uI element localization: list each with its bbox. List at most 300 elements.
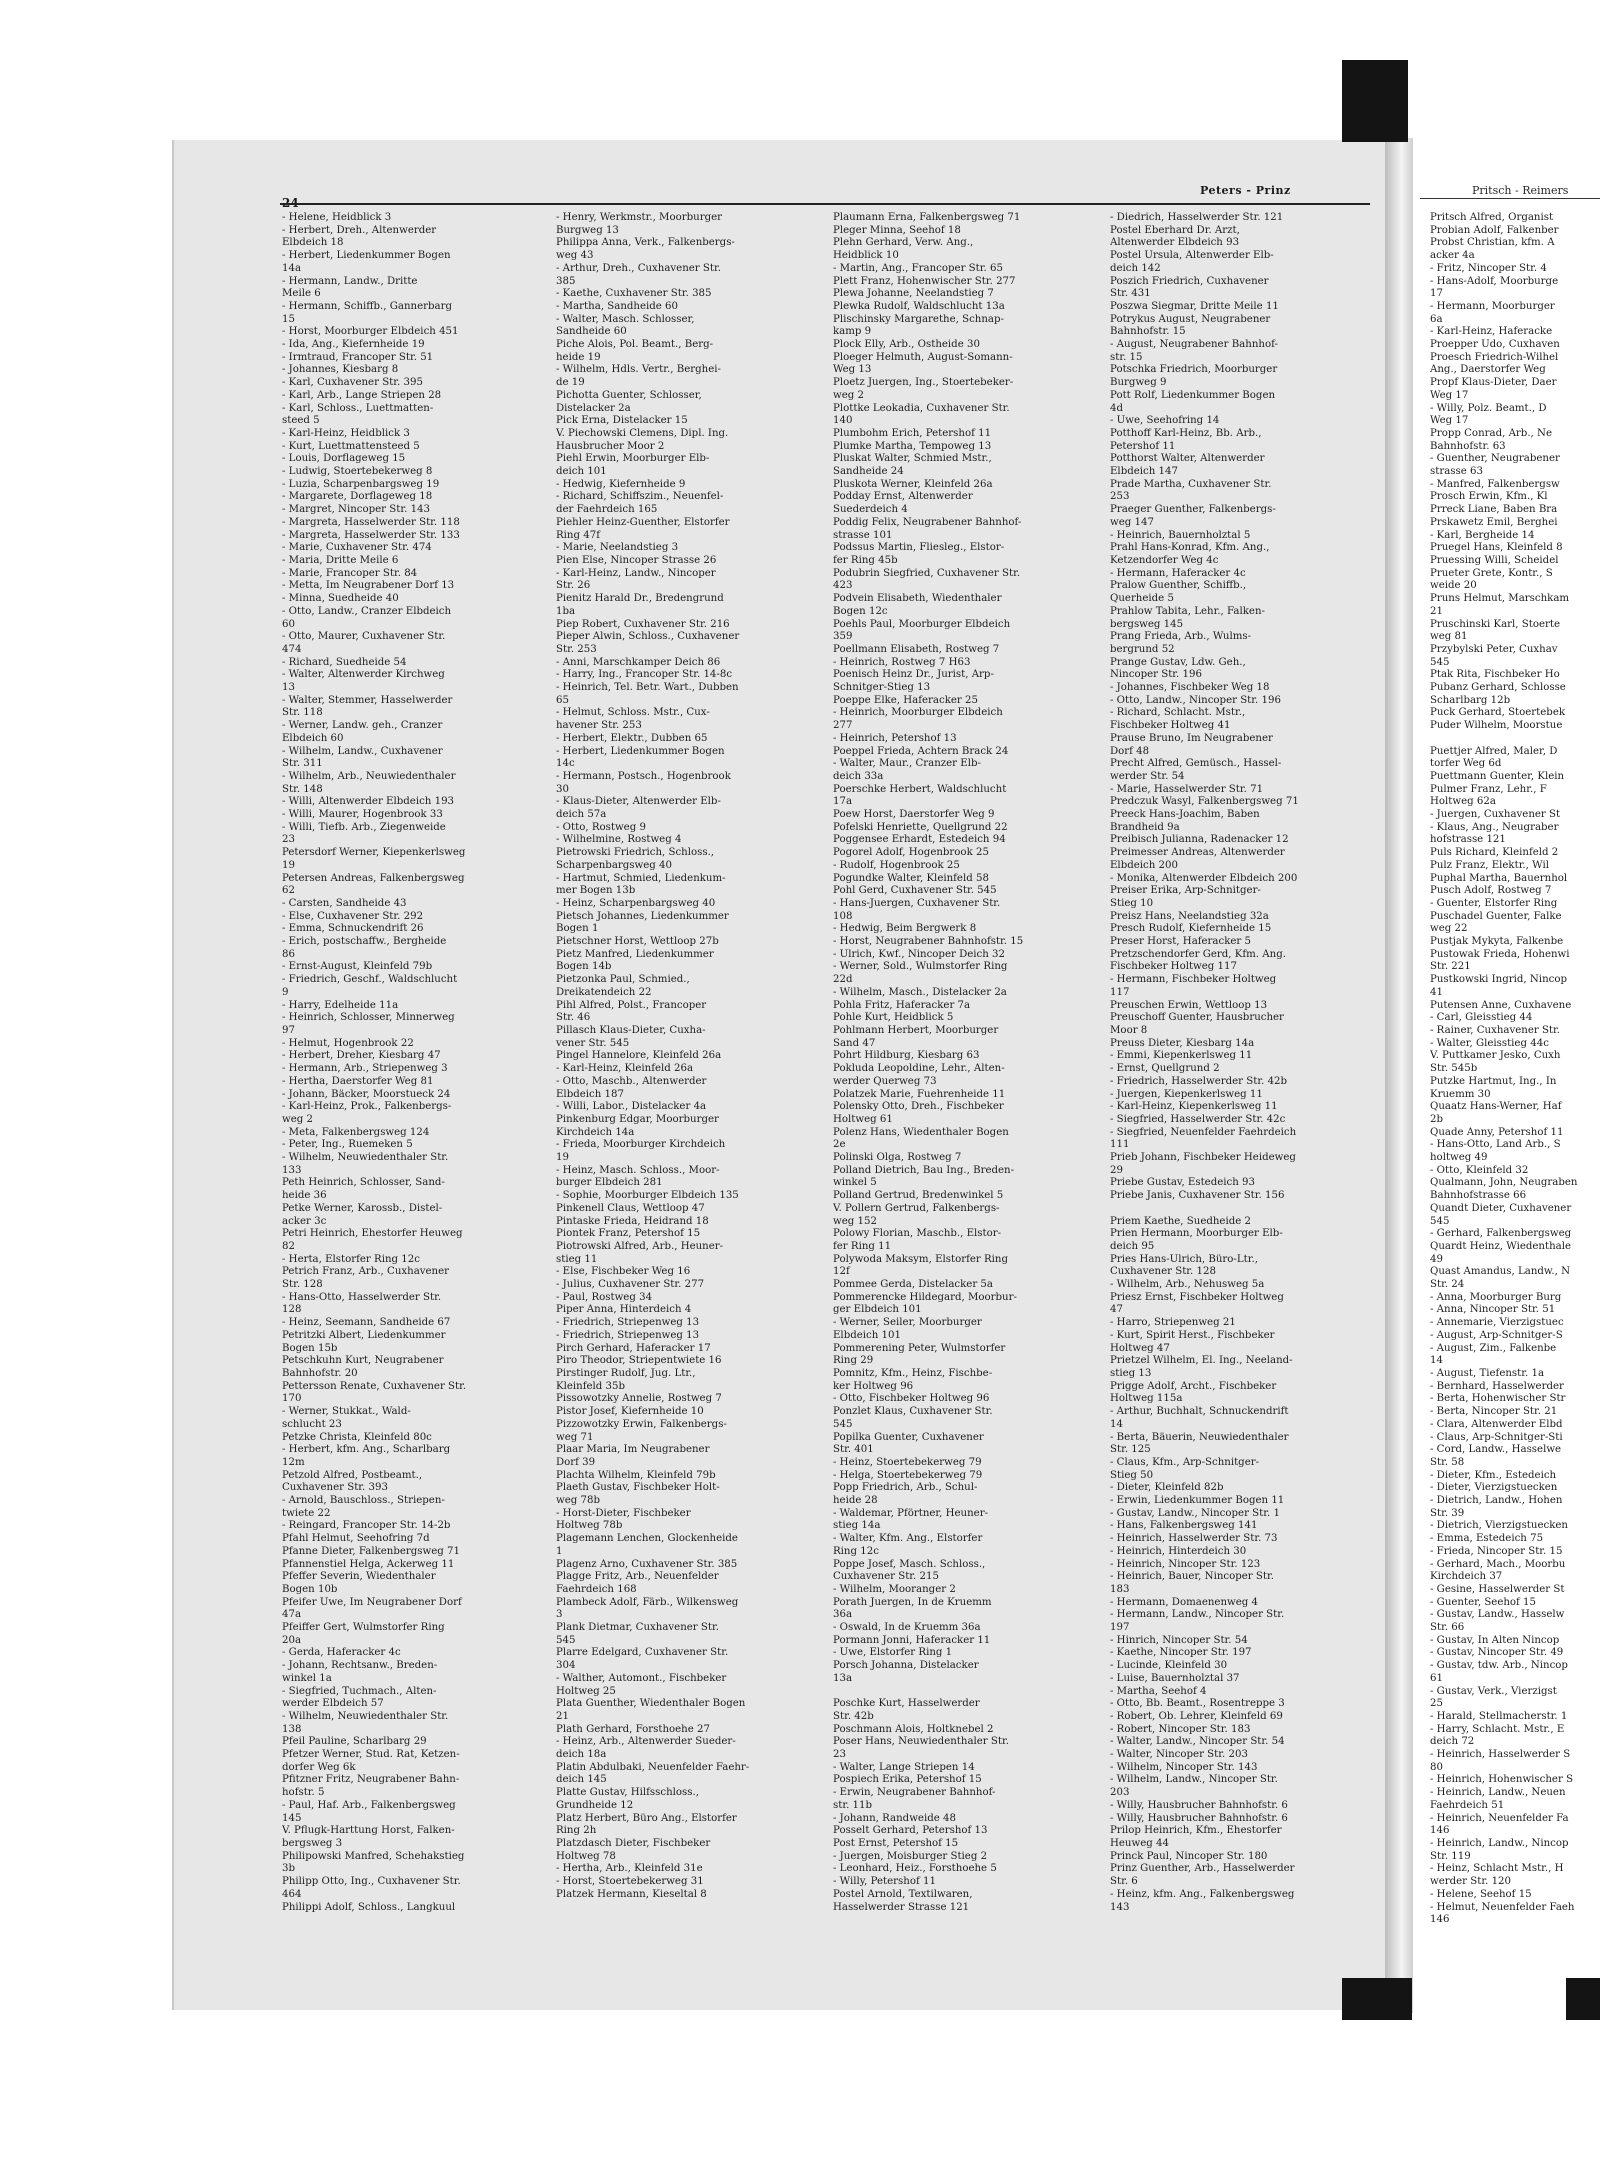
directory-entry-line: 545 bbox=[556, 1634, 576, 1646]
directory-entry-line: - Emmi, Kiepenkerlsweg 11 bbox=[1110, 1050, 1253, 1062]
directory-entry-line: - Cord, Landw., Hasselwe bbox=[1430, 1444, 1562, 1456]
directory-entry-line: - Frieda, Moorburger Kirchdeich bbox=[556, 1139, 726, 1151]
directory-entry-line: Pommerening Peter, Wulmstorfer bbox=[833, 1342, 1006, 1354]
directory-entry-line: Puettjer Alfred, Maler, D bbox=[1430, 745, 1558, 757]
directory-entry-line: - Erwin, Neugrabener Bahnhof- bbox=[833, 1787, 996, 1799]
directory-entry-line: - Friedrich, Geschf., Waldschlucht bbox=[282, 974, 458, 986]
directory-entry-line: - Gesine, Hasselwerder St bbox=[1430, 1583, 1565, 1595]
directory-entry-line: - Otto, Landw., Nincoper Str. 196 bbox=[1110, 694, 1281, 706]
directory-entry-line: Plagge Fritz, Arb., Neuenfelder bbox=[556, 1571, 719, 1583]
directory-entry-line: Plata Guenther, Wiedenthaler Bogen bbox=[556, 1698, 746, 1710]
directory-entry-line: - Dieter, Kfm., Estedeich bbox=[1430, 1469, 1557, 1481]
directory-entry-line: - Wilhelm, Neuwiedenthaler Str. bbox=[282, 1152, 449, 1164]
directory-entry-line: weg 22 bbox=[1430, 923, 1468, 935]
directory-entry-line: - Hedwig, Beim Bergwerk 8 bbox=[833, 923, 977, 935]
directory-entry-line: Propf Klaus-Dieter, Daer bbox=[1430, 377, 1557, 389]
directory-entry-line: - Walter, Altenwerder Kirchweg bbox=[282, 669, 445, 681]
directory-entry-line: Potthoff Karl-Heinz, Bb. Arb., bbox=[1110, 427, 1262, 439]
directory-entry-line: - Otto, Fischbeker Holtweg 96 bbox=[833, 1393, 990, 1405]
directory-entry-line: Plehn Gerhard, Verw. Ang., bbox=[833, 237, 974, 249]
directory-entry-line: - Herta, Elstorfer Ring 12c bbox=[282, 1253, 420, 1265]
directory-entry-line: heide 36 bbox=[282, 1190, 327, 1202]
directory-entry-line: 203 bbox=[1110, 1787, 1130, 1799]
directory-entry-line: - Werner, Stukkat., Wald- bbox=[282, 1406, 411, 1418]
directory-entry-line: Plarre Edelgard, Cuxhavener Str. bbox=[556, 1647, 729, 1659]
directory-entry-line: - Gustav, Verk., Vierzigst bbox=[1430, 1685, 1557, 1697]
directory-entry-line: werder Str. 54 bbox=[1110, 770, 1185, 782]
directory-entry-line: Poew Horst, Daerstorfer Weg 9 bbox=[833, 809, 995, 821]
directory-entry-line: - Julius, Cuxhavener Str. 277 bbox=[556, 1279, 705, 1291]
directory-entry-line: 545 bbox=[1430, 656, 1450, 668]
directory-entry-line: Plath Gerhard, Forsthoehe 27 bbox=[556, 1723, 710, 1735]
directory-entry-line: Bahnhofstr. 63 bbox=[1430, 440, 1506, 452]
directory-entry-line: - Heinz, Schlacht Mstr., H bbox=[1430, 1863, 1564, 1875]
directory-entry-line: - Heinz, kfm. Ang., Falkenbergsweg bbox=[1110, 1888, 1295, 1900]
directory-entry-line: Proepper Udo, Cuxhaven bbox=[1430, 339, 1560, 351]
directory-entry-line: - Ida, Ang., Kiefernheide 19 bbox=[282, 339, 425, 351]
directory-entry-line: Querheide 5 bbox=[1110, 593, 1174, 605]
directory-entry-line: 82 bbox=[282, 1240, 295, 1252]
directory-entry-line: - Heinrich, Bauer, Nincoper Str. bbox=[1110, 1571, 1274, 1583]
directory-entry-line: - Otto, Maurer, Cuxhavener Str. bbox=[282, 631, 446, 643]
directory-entry-line: Potschka Friedrich, Moorburger bbox=[1110, 364, 1278, 376]
directory-entry-line: - Herbert, Liedenkummer Bogen bbox=[282, 250, 451, 262]
directory-entry-line: - Karl-Heinz, Landw., Nincoper bbox=[556, 567, 716, 579]
directory-entry-line: Polensky Otto, Dreh., Fischbeker bbox=[833, 1101, 1004, 1113]
directory-entry-line: Suederdeich 4 bbox=[833, 504, 908, 516]
directory-entry-line: Plottke Leokadia, Cuxhavener Str. bbox=[833, 402, 1010, 414]
directory-entry-line: Kruemm 30 bbox=[1430, 1088, 1491, 1100]
directory-entry-line: 17a bbox=[833, 796, 853, 808]
directory-entry-line: - Willy, Hausbrucher Bahnhofstr. 6 bbox=[1110, 1799, 1288, 1811]
directory-entry-line: Pfetzer Werner, Stud. Rat, Ketzen- bbox=[282, 1749, 460, 1761]
directory-entry-line: Pintaske Frieda, Heidrand 18 bbox=[556, 1215, 709, 1227]
directory-entry-line: acker 3c bbox=[282, 1215, 327, 1227]
directory-entry-line: Puschadel Guenter, Falke bbox=[1430, 910, 1562, 922]
directory-entry-line: - Heinrich, Nincoper Str. 123 bbox=[1110, 1558, 1261, 1570]
directory-entry-line: Petzke Christa, Kleinfeld 80c bbox=[282, 1431, 432, 1443]
directory-entry-line: - Wilhelm, Neuwiedenthaler Str. bbox=[282, 1710, 449, 1722]
directory-entry-line: - Helmut, Schloss. Mstr., Cux- bbox=[556, 707, 710, 719]
directory-entry-line: - Heinz, Masch. Schloss., Moor- bbox=[556, 1164, 720, 1176]
directory-entry-line: Pohl Gerd, Cuxhavener Str. 545 bbox=[833, 885, 997, 897]
directory-entry-line: Pretzschendorfer Gerd, Kfm. Ang. bbox=[1110, 948, 1286, 960]
directory-entry-line: deich 72 bbox=[1430, 1736, 1475, 1748]
directory-entry-line: Scharlbarg 12b bbox=[1430, 694, 1511, 706]
directory-entry-line: ger Elbdeich 101 bbox=[833, 1304, 922, 1316]
directory-entry-line: Pommerencke Hildegard, Moorbur- bbox=[833, 1291, 1017, 1303]
directory-entry-line: - Margreta, Hasselwerder Str. 133 bbox=[282, 529, 460, 541]
directory-entry-line: - Wilhelm, Landw., Nincoper Str. bbox=[1110, 1774, 1278, 1786]
directory-entry-line: Nincoper Str. 196 bbox=[1110, 669, 1202, 681]
directory-entry-line: 21 bbox=[1430, 605, 1443, 617]
directory-entry-line: - Robert, Ob. Lehrer, Kleinfeld 69 bbox=[1110, 1710, 1283, 1722]
directory-entry-line bbox=[1430, 733, 1600, 746]
directory-entry-line: weide 20 bbox=[1430, 580, 1477, 592]
directory-entry-line: - Willy, Polz. Beamt., D bbox=[1430, 402, 1547, 414]
directory-entry-line: Poenisch Heinz Dr., Jurist, Arp- bbox=[833, 669, 994, 681]
directory-entry-line: - Walter, Nincoper Str. 203 bbox=[1110, 1749, 1248, 1761]
directory-entry-line: 304 bbox=[556, 1660, 576, 1672]
directory-entry-line: Preiser Erika, Arp-Schnitger- bbox=[1110, 885, 1261, 897]
directory-entry-line: 12m bbox=[282, 1456, 305, 1468]
directory-entry-line: Porath Juergen, In de Kruemm bbox=[833, 1596, 992, 1608]
directory-entry-line: Str. 42b bbox=[833, 1710, 874, 1722]
directory-entry-line: 385 bbox=[556, 275, 576, 287]
directory-entry-line: stieg 11 bbox=[556, 1253, 598, 1265]
directory-entry-line: 47a bbox=[282, 1609, 302, 1621]
directory-entry-line: - Ulrich, Kwf., Nincoper Deich 32 bbox=[833, 948, 1006, 960]
directory-entry-line: der Faehrdeich 165 bbox=[556, 504, 658, 516]
directory-entry-line: - Hermann, Landw., Dritte bbox=[282, 275, 418, 287]
directory-entry-line: Plewa Johanne, Neelandstieg 7 bbox=[833, 288, 994, 300]
directory-entry-line: - Walter, Stemmer, Hasselwerder bbox=[282, 694, 453, 706]
directory-entry-line: deich 101 bbox=[556, 466, 607, 478]
directory-entry-line: - Harry, Ing., Francoper Str. 14-8c bbox=[556, 669, 733, 681]
directory-entry-line: Scharpenbargsweg 40 bbox=[556, 859, 672, 871]
directory-entry-line bbox=[833, 1686, 1101, 1699]
directory-entry-line: Piep Robert, Cuxhavener Str. 216 bbox=[556, 618, 730, 630]
directory-entry-line: Elbdeich 101 bbox=[833, 1329, 901, 1341]
directory-entry-line: - Annemarie, Vierzigstuec bbox=[1430, 1317, 1564, 1329]
directory-entry-line: - Irmtraud, Francoper Str. 51 bbox=[282, 351, 434, 363]
directory-entry-line: - Ernst, Quellgrund 2 bbox=[1110, 1063, 1220, 1075]
directory-entry-line: Preimesser Andreas, Altenwerder bbox=[1110, 847, 1285, 859]
directory-entry-line: Poeppel Frieda, Achtern Brack 24 bbox=[833, 745, 1009, 757]
directory-entry-line: - Luzia, Scharpenbargsweg 19 bbox=[282, 478, 440, 490]
directory-entry-line: - Hedwig, Kiefernheide 9 bbox=[556, 478, 686, 490]
directory-entry-line: - Richard, Schiffszim., Neuenfel- bbox=[556, 491, 724, 503]
directory-entry-line: Petritzki Albert, Liedenkummer bbox=[282, 1329, 446, 1341]
directory-entry-line: Prause Bruno, Im Neugrabener bbox=[1110, 732, 1273, 744]
directory-entry-line: - Helene, Seehof 15 bbox=[1430, 1888, 1532, 1900]
directory-entry-line: - Werner, Landw. geh., Cranzer bbox=[282, 720, 443, 732]
directory-entry-line: Moor 8 bbox=[1110, 1025, 1148, 1036]
directory-entry-line: Pormann Jonni, Haferacker 11 bbox=[833, 1634, 991, 1646]
directory-entry-line: Pihl Alfred, Polst., Francoper bbox=[556, 999, 707, 1011]
directory-entry-line: Str. 118 bbox=[282, 707, 323, 719]
directory-entry-line: Pfeiffer Gert, Wulmstorfer Ring bbox=[282, 1622, 445, 1634]
directory-entry-line: Str. 431 bbox=[1110, 288, 1151, 300]
directory-entry-line: Porsch Johanna, Distelacker bbox=[833, 1660, 979, 1672]
directory-entry-line: Piontek Franz, Petershof 15 bbox=[556, 1228, 701, 1240]
directory-entry-line: Priebe Janis, Cuxhavener Str. 156 bbox=[1110, 1190, 1285, 1202]
directory-entry-line: Kleinfeld 35b bbox=[556, 1380, 626, 1392]
directory-entry-line: 1ba bbox=[556, 605, 576, 617]
directory-entry-line: - Luise, Bauernholztal 37 bbox=[1110, 1672, 1240, 1684]
directory-entry-line: - Johannes, Kiesbarg 8 bbox=[282, 364, 399, 376]
directory-entry-line: - Horst, Moorburger Elbdeich 451 bbox=[282, 326, 459, 338]
directory-entry-line: - Siegfried, Neuenfelder Faehrdeich bbox=[1110, 1126, 1297, 1138]
directory-entry-line: - Walter, Lange Striepen 14 bbox=[833, 1761, 975, 1773]
directory-entry-line: - Helga, Stoertebekerweg 79 bbox=[833, 1469, 983, 1481]
directory-entry-line: - Otto, Kleinfeld 32 bbox=[1430, 1164, 1529, 1176]
directory-entry-line: Plachta Wilhelm, Kleinfeld 79b bbox=[556, 1469, 716, 1481]
directory-entry-line: Poser Hans, Neuwiedenthaler Str. bbox=[833, 1736, 1009, 1748]
directory-entry-line: ker Holtweg 96 bbox=[833, 1380, 914, 1392]
directory-column-5 bbox=[1430, 212, 1600, 1927]
directory-entry-line: - Karl-Heinz, Kiepenkerlsweg 11 bbox=[1110, 1101, 1278, 1113]
directory-entry-line: - Friedrich, Hasselwerder Str. 42b bbox=[1110, 1075, 1288, 1087]
directory-entry-line: deich 142 bbox=[1110, 262, 1161, 274]
directory-entry-line: Hasselwerder Strasse 121 bbox=[833, 1901, 970, 1913]
directory-entry-line: Puls Richard, Kleinfeld 2 bbox=[1430, 847, 1559, 859]
directory-entry-line: - Guenter, Seehof 15 bbox=[1430, 1596, 1537, 1608]
directory-entry-line: - Walther, Automont., Fischbeker bbox=[556, 1672, 727, 1684]
directory-entry-line: - Walter, Kfm. Ang., Elstorfer bbox=[833, 1533, 983, 1545]
directory-entry-line: - Hinrich, Nincoper Str. 54 bbox=[1110, 1634, 1248, 1646]
directory-entry-line: Pruns Helmut, Marschkam bbox=[1430, 593, 1570, 605]
directory-entry-line: V. Piechowski Clemens, Dipl. Ing. bbox=[556, 427, 729, 439]
directory-entry-line: - Erwin, Liedenkummer Bogen 11 bbox=[1110, 1495, 1285, 1507]
directory-entry-line: 13a bbox=[833, 1672, 853, 1684]
directory-entry-line: - Gustav, Nincoper Str. 49 bbox=[1430, 1647, 1564, 1659]
directory-entry-line: - Friedrich, Striepenweg 13 bbox=[556, 1317, 700, 1329]
directory-entry-line: - Karl-Heinz, Prok., Falkenbergs- bbox=[282, 1101, 452, 1113]
directory-entry-line: str. 15 bbox=[1110, 351, 1143, 363]
directory-column-4 bbox=[1110, 212, 1385, 1914]
directory-entry-line: Polenz Hans, Wiedenthaler Bogen bbox=[833, 1126, 1009, 1138]
directory-entry-line: - Herbert, Dreher, Kiesbarg 47 bbox=[282, 1050, 441, 1062]
directory-entry-line: Sandheide 60 bbox=[556, 326, 627, 338]
directory-entry-line: Platz Herbert, Büro Ang., Elstorfer bbox=[556, 1812, 737, 1824]
directory-entry-line: - Klaus, Ang., Neugraber bbox=[1430, 821, 1559, 833]
directory-entry-line: 545 bbox=[833, 1418, 853, 1430]
directory-entry-line: Str. 545b bbox=[1430, 1063, 1478, 1075]
directory-entry-line: - Gerhard, Mach., Moorbu bbox=[1430, 1558, 1566, 1570]
directory-entry-line: - Heinrich, Landw., Nincop bbox=[1430, 1838, 1569, 1849]
directory-entry-line: 13 bbox=[282, 682, 295, 694]
directory-entry-line: Pietz Manfred, Liedenkummer bbox=[556, 948, 714, 960]
directory-entry-line: - Hans, Falkenbergsweg 141 bbox=[1110, 1520, 1258, 1532]
directory-entry-line: 14c bbox=[556, 758, 575, 770]
directory-entry-line: Platte Gustav, Hilfsschloss., bbox=[556, 1787, 699, 1799]
directory-entry-line: Plank Dietmar, Cuxhavener Str. bbox=[556, 1622, 719, 1634]
directory-entry-line: - Dietrich, Landw., Hohen bbox=[1430, 1495, 1563, 1507]
directory-entry-line: Dorf 39 bbox=[556, 1456, 596, 1468]
directory-entry-line: Pichotta Guenter, Schlosser, bbox=[556, 389, 702, 401]
directory-entry-line: Pien Else, Nincoper Strasse 26 bbox=[556, 554, 717, 566]
directory-entry-line: Plewka Rudolf, Waldschlucht 13a bbox=[833, 300, 1005, 312]
directory-entry-line: - Juergen, Kiepenkerlsweg 11 bbox=[1110, 1088, 1263, 1100]
directory-entry-line: Prosch Erwin, Kfm., Kl bbox=[1430, 491, 1548, 503]
directory-entry-line: - Anna, Moorburger Burg bbox=[1430, 1291, 1562, 1303]
directory-entry-line: Elbdeich 187 bbox=[556, 1088, 624, 1100]
directory-entry-line: - Gerhard, Falkenbergsweg bbox=[1430, 1228, 1572, 1240]
directory-entry-line: Poeppe Elke, Haferacker 25 bbox=[833, 694, 978, 706]
directory-entry-line: - Herbert, Elektr., Dubben 65 bbox=[556, 732, 708, 744]
directory-entry-line: Postel Arnold, Textilwaren, bbox=[833, 1888, 973, 1900]
directory-entry-line: deich 18a bbox=[556, 1749, 607, 1761]
directory-entry-line: - Wilhelm, Hdls. Vertr., Berghei- bbox=[556, 364, 721, 376]
directory-entry-line: Prigge Adolf, Archt., Fischbeker bbox=[1110, 1380, 1277, 1392]
directory-entry-line: - Wilhelm, Landw., Cuxhavener bbox=[282, 745, 443, 757]
directory-entry-line: - Berta, Bäuerin, Neuwiedenthaler bbox=[1110, 1431, 1289, 1443]
directory-entry-line: Pistor Josef, Kiefernheide 10 bbox=[556, 1406, 704, 1418]
directory-entry-line: Str. 221 bbox=[1430, 961, 1471, 973]
directory-entry-line: Plischinsky Margarethe, Schnap- bbox=[833, 313, 1004, 325]
directory-entry-line: - Harry, Edelheide 11a bbox=[282, 999, 399, 1011]
directory-entry-line: - Erich, postschaffw., Bergheide bbox=[282, 936, 447, 948]
directory-entry-line: Elbdeich 147 bbox=[1110, 466, 1178, 478]
directory-entry-line: Pinkenell Claus, Wettloop 47 bbox=[556, 1202, 705, 1214]
directory-entry-line: Pieper Alwin, Schloss., Cuxhavener bbox=[556, 631, 740, 643]
directory-entry-line: 14 bbox=[1430, 1355, 1443, 1367]
directory-entry-line: 21 bbox=[556, 1710, 569, 1722]
directory-entry-line: Popilka Guenter, Cuxhavener bbox=[833, 1431, 984, 1443]
directory-entry-line: Pfeifer Uwe, Im Neugrabener Dorf bbox=[282, 1596, 462, 1608]
directory-entry-line: Prilop Heinrich, Kfm., Ehestorfer bbox=[1110, 1825, 1282, 1837]
directory-entry-line: 146 bbox=[1430, 1825, 1450, 1837]
directory-entry-line: - Friedrich, Striepenweg 13 bbox=[556, 1329, 700, 1341]
next-page-rule bbox=[1420, 198, 1600, 199]
directory-entry-line: deich 33a bbox=[833, 770, 884, 782]
directory-entry-line: Polowy Florian, Maschb., Elstor- bbox=[833, 1228, 1002, 1240]
directory-entry-line: Poggensee Erhardt, Estedeich 94 bbox=[833, 834, 1006, 846]
directory-entry-line: Preuschoff Guenter, Hausbrucher bbox=[1110, 1012, 1284, 1024]
directory-entry-line: - Hermann, Moorburger bbox=[1430, 300, 1555, 312]
directory-entry-line: Faehrdeich 51 bbox=[1430, 1799, 1505, 1811]
directory-entry-line: Pfeffer Severin, Wiedenthaler bbox=[282, 1571, 436, 1583]
directory-entry-line: Str. 6 bbox=[1110, 1876, 1138, 1888]
directory-entry-line: heide 19 bbox=[556, 351, 601, 363]
directory-entry-line: Holtweg 47 bbox=[1110, 1342, 1170, 1354]
directory-entry-line: Prange Gustav, Ldw. Geh., bbox=[1110, 656, 1246, 668]
directory-entry-line: Popp Friedrich, Arb., Schul- bbox=[833, 1482, 978, 1494]
directory-entry-line: 117 bbox=[1110, 986, 1130, 998]
directory-entry-line: 146 bbox=[1430, 1914, 1450, 1926]
directory-entry-line: Faehrdeich 168 bbox=[556, 1583, 637, 1595]
directory-entry-line: Pietsch Johannes, Liedenkummer bbox=[556, 910, 729, 922]
directory-entry-line: Plambeck Adolf, Färb., Wilkensweg bbox=[556, 1596, 739, 1608]
directory-entry-line: - Carl, Gleisstieg 44 bbox=[1430, 1012, 1533, 1024]
directory-entry-line: 143 bbox=[1110, 1901, 1130, 1913]
directory-entry-line: winkel 5 bbox=[833, 1177, 877, 1189]
directory-entry-line: - Karl, Bergheide 14 bbox=[1430, 529, 1535, 541]
directory-entry-line: Str. 125 bbox=[1110, 1444, 1151, 1456]
directory-entry-line: Precht Alfred, Gemüsch., Hassel- bbox=[1110, 758, 1282, 770]
directory-entry-line: - Kaethe, Cuxhavener Str. 385 bbox=[556, 288, 712, 300]
directory-entry-line: - Heinrich, Hasselwerder S bbox=[1430, 1749, 1571, 1761]
directory-entry-line: - Henry, Werkmstr., Moorburger bbox=[556, 212, 723, 223]
directory-entry-line: Pienitz Harald Dr., Bredengrund bbox=[556, 593, 724, 605]
directory-entry-line: - August, Neugrabener Bahnhof- bbox=[1110, 339, 1278, 351]
directory-entry-line: deich 95 bbox=[1110, 1240, 1155, 1252]
directory-entry-line: Pfanne Dieter, Falkenbergsweg 71 bbox=[282, 1545, 461, 1557]
directory-entry-line: Holtweg 78 bbox=[556, 1850, 616, 1862]
directory-entry-line: Kirchdeich 14a bbox=[556, 1126, 635, 1138]
directory-entry-line: 60 bbox=[282, 618, 295, 630]
directory-entry-line: - Heinrich, Moorburger Elbdeich bbox=[833, 707, 1003, 719]
directory-entry-line: Polland Dietrich, Bau Ing., Breden- bbox=[833, 1164, 1015, 1176]
directory-entry-line: - Louis, Dorflageweg 15 bbox=[282, 453, 406, 465]
directory-entry-line: Prreck Liane, Baben Bra bbox=[1430, 504, 1558, 516]
directory-entry-line: - Reingard, Francoper Str. 14-2b bbox=[282, 1520, 451, 1532]
directory-entry-line: 19 bbox=[282, 859, 295, 871]
directory-entry-line: 29 bbox=[1110, 1164, 1123, 1176]
directory-entry-line: Plumke Martha, Tempoweg 13 bbox=[833, 440, 992, 452]
directory-entry-line: 3b bbox=[282, 1863, 296, 1875]
directory-entry-line: - Metta, Im Neugrabener Dorf 13 bbox=[282, 580, 455, 592]
directory-entry-line: holtweg 49 bbox=[1430, 1152, 1488, 1164]
directory-entry-line: Grundheide 12 bbox=[556, 1799, 634, 1811]
directory-entry-line: Plett Franz, Hohenwischer Str. 277 bbox=[833, 275, 1016, 287]
directory-entry-line: - Fritz, Nincoper Str. 4 bbox=[1430, 262, 1547, 274]
directory-entry-line: Piehler Heinz-Guenther, Elstorfer bbox=[556, 516, 730, 528]
directory-entry-line: - Hermann, Schiffb., Gannerbarg bbox=[282, 300, 452, 312]
directory-entry-line: Str. 148 bbox=[282, 783, 323, 795]
directory-entry-line: Prang Frieda, Arb., Wulms- bbox=[1110, 631, 1252, 643]
directory-entry-line: Preibisch Julianna, Radenacker 12 bbox=[1110, 834, 1289, 846]
directory-entry-line: 253 bbox=[1110, 491, 1130, 503]
directory-entry-line: Quandt Dieter, Cuxhavener bbox=[1430, 1202, 1572, 1214]
directory-entry-line: - Dietrich, Vierzigstuecken bbox=[1430, 1520, 1568, 1532]
directory-entry-line: - Hermann, Postsch., Hogenbrook bbox=[556, 770, 731, 782]
directory-entry-line: - Arnold, Bauschloss., Striepen- bbox=[282, 1495, 445, 1507]
directory-entry-line: Meile 6 bbox=[282, 288, 321, 300]
directory-entry-line: Prueter Grete, Kontr., S bbox=[1430, 567, 1553, 579]
directory-entry-line: Proesch Friedrich-Wilhel bbox=[1430, 351, 1559, 363]
directory-entry-line: Str. 311 bbox=[282, 758, 323, 770]
directory-entry-line: Pulz Franz, Elektr., Wil bbox=[1430, 859, 1549, 871]
directory-entry-line: Postel Eberhard Dr. Arzt, bbox=[1110, 224, 1240, 236]
directory-entry-line: - Willy, Petershof 11 bbox=[833, 1876, 936, 1888]
directory-entry-line: - Hans-Otto, Land Arb., S bbox=[1430, 1139, 1561, 1151]
directory-entry-line: - Karl-Heinz, Heidblick 3 bbox=[282, 427, 410, 439]
directory-entry-line: deich 145 bbox=[556, 1774, 607, 1786]
directory-entry-line: - Manfred, Falkenbergsw bbox=[1430, 478, 1560, 490]
directory-entry-line: 128 bbox=[282, 1304, 302, 1316]
directory-entry-line: 474 bbox=[282, 643, 302, 655]
directory-entry-line: Ploetz Juergen, Ing., Stoertebeker- bbox=[833, 377, 1014, 389]
directory-entry-line: Poszwa Siegmar, Dritte Meile 11 bbox=[1110, 300, 1279, 312]
directory-entry-line: acker 4a bbox=[1430, 250, 1475, 262]
directory-entry-line: Puder Wilhelm, Moorstue bbox=[1430, 720, 1563, 732]
directory-entry-line: weg 81 bbox=[1430, 631, 1468, 643]
directory-entry-line: weg 147 bbox=[1110, 516, 1154, 528]
directory-entry-line: 277 bbox=[833, 720, 853, 732]
directory-entry-line: 111 bbox=[1110, 1139, 1130, 1151]
directory-entry-line: Pustowak Frieda, Hohenwi bbox=[1430, 948, 1570, 960]
directory-entry-line: 20a bbox=[282, 1634, 302, 1646]
directory-entry-line: - Harro, Striepenweg 21 bbox=[1110, 1317, 1236, 1329]
directory-entry-line: 423 bbox=[833, 580, 853, 592]
directory-entry-line: - Walter, Maur., Cranzer Elb- bbox=[833, 758, 981, 770]
directory-entry-line: Piper Anna, Hinterdeich 4 bbox=[556, 1304, 692, 1316]
directory-entry-line: Weg 13 bbox=[833, 364, 872, 376]
directory-entry-line: - Herbert, Liedenkummer Bogen bbox=[556, 745, 725, 757]
directory-column-3 bbox=[833, 212, 1101, 1914]
directory-entry-line: Podssus Martin, Fliesleg., Elstor- bbox=[833, 542, 1005, 554]
directory-entry-line: - Hermann, Arb., Striepenweg 3 bbox=[282, 1063, 448, 1075]
directory-entry-line: - Johann, Rechtsanw., Breden- bbox=[282, 1660, 438, 1672]
directory-entry-line: Prietzel Wilhelm, El. Ing., Neeland- bbox=[1110, 1355, 1293, 1367]
directory-entry-line: Altenwerder Elbdeich 93 bbox=[1110, 237, 1240, 249]
next-page-header: Pritsch - Reimers bbox=[1472, 184, 1569, 197]
directory-entry-line: - Siegfried, Tuchmach., Alten- bbox=[282, 1685, 437, 1697]
directory-entry-line: Putensen Anne, Cuxhavene bbox=[1430, 999, 1572, 1011]
directory-entry-line: - Richard, Schlacht. Mstr., bbox=[1110, 707, 1246, 719]
directory-entry-line: Fischbeker Holtweg 41 bbox=[1110, 720, 1231, 732]
directory-entry-line: - Berta, Nincoper Str. 21 bbox=[1430, 1406, 1558, 1418]
directory-entry-line: weg 2 bbox=[282, 1113, 313, 1125]
directory-entry-line: - Hertha, Daerstorfer Weg 81 bbox=[282, 1075, 434, 1087]
directory-entry-line: Polinski Olga, Rostweg 7 bbox=[833, 1152, 962, 1164]
directory-entry-line: Holtweg 115a bbox=[1110, 1393, 1183, 1405]
directory-entry-line: Preser Horst, Haferacker 5 bbox=[1110, 936, 1252, 948]
directory-entry-line: 80 bbox=[1430, 1761, 1443, 1773]
directory-column-2 bbox=[556, 212, 824, 1902]
